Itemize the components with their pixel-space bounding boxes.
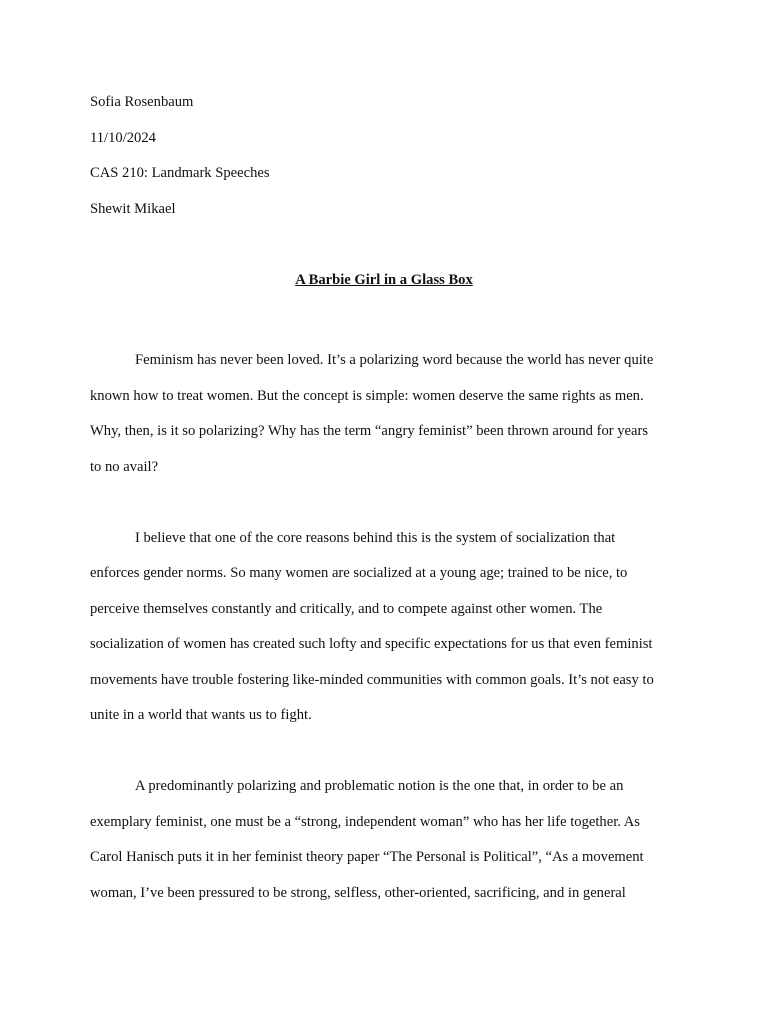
text-line: woman, I’ve been pressured to be strong, selfless, other-oriented, sacrificing, and in general — [90, 884, 626, 901]
paragraph-2 — [90, 521, 690, 734]
document-date: 11/10/2024 — [90, 130, 156, 146]
text-line: Why, then, is it so polarizing? Why has the term “angry feminist” been thrown around for years — [90, 423, 649, 439]
text-line: to no avail? — [90, 458, 159, 475]
text-line: A predominantly polarizing and problematic notion is the one that, in order to be an — [135, 778, 624, 794]
instructor-name: Shewit Mikael — [90, 201, 176, 217]
text-line: Carol Hanisch puts it in her feminist theory paper “The Personal is Political”, “As a movement — [90, 849, 644, 865]
author-name: Sofia Rosenbaum — [90, 94, 194, 110]
text-line: exemplary feminist, one must be a “strong, independent woman” who has her life together. As — [90, 813, 640, 830]
text-line: movements have trouble fostering like-minded communities with common goals. It’s not easy to — [90, 671, 654, 688]
document-body — [90, 343, 690, 947]
text-line: Feminism has never been loved. It’s a polarizing word because the world has never quite — [135, 352, 654, 368]
paragraph-3 — [90, 769, 690, 911]
text-line: known how to treat women. But the concept is simple: women deserve the same rights as men. — [90, 387, 644, 404]
text-line: I believe that one of the core reasons behind this is the system of socialization that — [135, 529, 616, 546]
text-line: enforces gender norms. So many women are socialized at a young age; trained to be nice, to — [90, 565, 628, 581]
course-name: CAS 210: Landmark Speeches — [90, 165, 270, 181]
text-line: unite in a world that wants us to fight. — [90, 707, 312, 723]
text-line: socialization of women has created such lofty and specific expectations for us that even feminist — [90, 636, 653, 652]
text-line: perceive themselves constantly and critically, and to compete against other women. The — [90, 600, 603, 617]
paragraph-1 — [90, 343, 690, 485]
document-title: A Barbie Girl in a Glass Box — [295, 272, 473, 288]
